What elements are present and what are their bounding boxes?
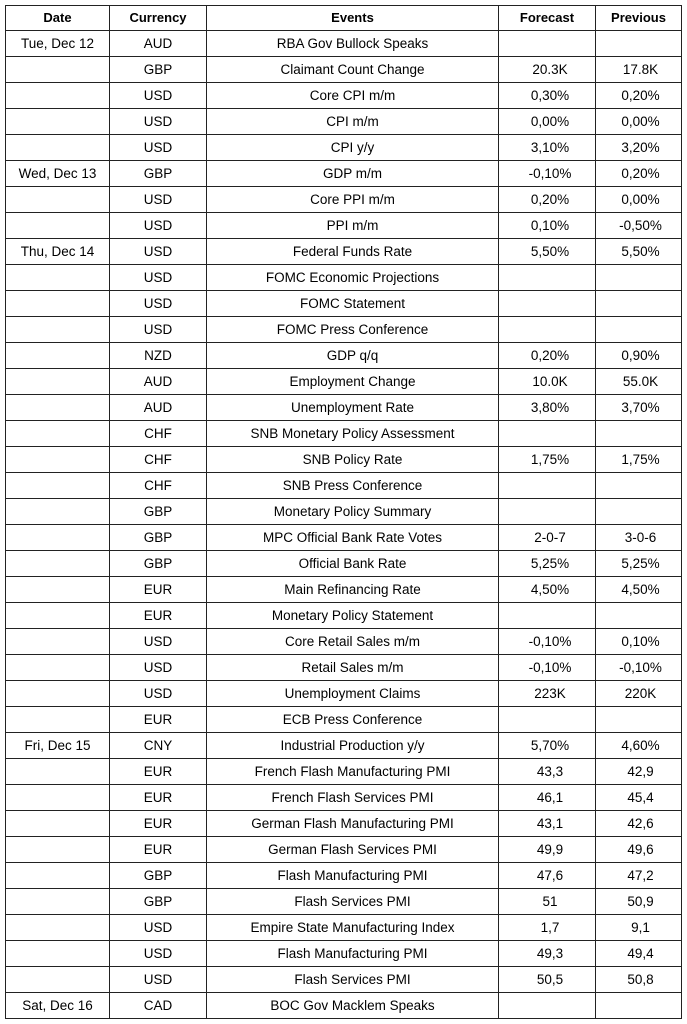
date-cell [6,863,110,889]
date-cell [6,759,110,785]
date-cell [6,525,110,551]
event-cell: French Flash Manufacturing PMI [207,759,499,785]
header-currency: Currency [110,6,207,31]
event-cell: RBA Gov Bullock Speaks [207,31,499,57]
header-previous: Previous [596,6,682,31]
currency-cell: USD [110,681,207,707]
date-cell [6,473,110,499]
event-cell: SNB Monetary Policy Assessment [207,421,499,447]
table-row [6,733,682,759]
forecast-cell: 5,25% [499,551,596,577]
table-row [6,239,682,265]
table-row [6,655,682,681]
economic-calendar-table [5,5,682,1019]
event-cell: PPI m/m [207,213,499,239]
date-cell [6,213,110,239]
currency-cell: USD [110,135,207,161]
table-row [6,265,682,291]
previous-cell: -0,50% [596,213,682,239]
currency-cell: CHF [110,447,207,473]
table-row [6,447,682,473]
event-cell: Claimant Count Change [207,57,499,83]
table-row [6,759,682,785]
currency-cell: USD [110,915,207,941]
previous-cell [596,421,682,447]
header-row [6,6,682,31]
table-row [6,863,682,889]
date-cell [6,837,110,863]
previous-cell: -0,10% [596,655,682,681]
table-row [6,291,682,317]
forecast-cell: 5,70% [499,733,596,759]
event-cell: FOMC Statement [207,291,499,317]
forecast-cell: 1,75% [499,447,596,473]
event-cell: SNB Policy Rate [207,447,499,473]
table-row [6,161,682,187]
previous-cell: 0,20% [596,161,682,187]
event-cell: German Flash Services PMI [207,837,499,863]
currency-cell: GBP [110,551,207,577]
date-cell [6,551,110,577]
event-cell: Flash Manufacturing PMI [207,863,499,889]
forecast-cell: 46,1 [499,785,596,811]
date-cell [6,811,110,837]
currency-cell: AUD [110,31,207,57]
date-cell [6,577,110,603]
previous-cell: 3-0-6 [596,525,682,551]
date-cell [6,499,110,525]
event-cell: Employment Change [207,369,499,395]
forecast-cell: 223K [499,681,596,707]
previous-cell: 0,90% [596,343,682,369]
currency-cell: CHF [110,421,207,447]
forecast-cell: 20.3K [499,57,596,83]
previous-cell: 4,50% [596,577,682,603]
table-row [6,421,682,447]
currency-cell: GBP [110,863,207,889]
forecast-cell: 0,20% [499,187,596,213]
date-cell [6,785,110,811]
date-cell [6,57,110,83]
currency-cell: USD [110,187,207,213]
forecast-cell: 3,80% [499,395,596,421]
date-cell [6,447,110,473]
header-date: Date [6,6,110,31]
currency-cell: USD [110,317,207,343]
currency-cell: CNY [110,733,207,759]
table-row [6,213,682,239]
currency-cell: EUR [110,837,207,863]
previous-cell [596,499,682,525]
table-body [6,31,682,1019]
forecast-cell [499,603,596,629]
currency-cell: USD [110,265,207,291]
previous-cell: 1,75% [596,447,682,473]
currency-cell: EUR [110,603,207,629]
event-cell: Core PPI m/m [207,187,499,213]
previous-cell: 50,8 [596,967,682,993]
table-row [6,343,682,369]
forecast-cell: 50,5 [499,967,596,993]
event-cell: Official Bank Rate [207,551,499,577]
currency-cell: GBP [110,525,207,551]
table-row [6,811,682,837]
event-cell: Flash Services PMI [207,889,499,915]
previous-cell: 220K [596,681,682,707]
date-cell [6,265,110,291]
currency-cell: CHF [110,473,207,499]
forecast-cell [499,421,596,447]
event-cell: CPI m/m [207,109,499,135]
date-cell: Sat, Dec 16 [6,993,110,1019]
event-cell: Monetary Policy Summary [207,499,499,525]
event-cell: Unemployment Claims [207,681,499,707]
forecast-cell: 49,3 [499,941,596,967]
date-cell: Wed, Dec 13 [6,161,110,187]
previous-cell [596,473,682,499]
forecast-cell [499,291,596,317]
currency-cell: EUR [110,577,207,603]
event-cell: ECB Press Conference [207,707,499,733]
event-cell: GDP q/q [207,343,499,369]
table-row [6,967,682,993]
previous-cell: 0,10% [596,629,682,655]
forecast-cell: 0,00% [499,109,596,135]
table-row [6,135,682,161]
date-cell: Thu, Dec 14 [6,239,110,265]
previous-cell: 49,6 [596,837,682,863]
table-row [6,499,682,525]
forecast-cell: 0,10% [499,213,596,239]
previous-cell: 9,1 [596,915,682,941]
forecast-cell: 47,6 [499,863,596,889]
forecast-cell: 51 [499,889,596,915]
event-cell: CPI y/y [207,135,499,161]
table-row [6,603,682,629]
event-cell: Monetary Policy Statement [207,603,499,629]
event-cell: BOC Gov Macklem Speaks [207,993,499,1019]
forecast-cell: 5,50% [499,239,596,265]
date-cell [6,83,110,109]
forecast-cell [499,707,596,733]
previous-cell [596,317,682,343]
date-cell [6,135,110,161]
currency-cell: GBP [110,57,207,83]
table-row [6,915,682,941]
event-cell: Core CPI m/m [207,83,499,109]
forecast-cell: -0,10% [499,161,596,187]
previous-cell: 49,4 [596,941,682,967]
currency-cell: EUR [110,707,207,733]
previous-cell: 3,20% [596,135,682,161]
date-cell [6,915,110,941]
event-cell: Main Refinancing Rate [207,577,499,603]
forecast-cell: -0,10% [499,629,596,655]
date-cell: Fri, Dec 15 [6,733,110,759]
forecast-cell [499,31,596,57]
table-row [6,889,682,915]
forecast-cell: 43,1 [499,811,596,837]
currency-cell: USD [110,213,207,239]
event-cell: FOMC Press Conference [207,317,499,343]
forecast-cell: 0,20% [499,343,596,369]
previous-cell: 45,4 [596,785,682,811]
forecast-cell: 2-0-7 [499,525,596,551]
date-cell [6,317,110,343]
currency-cell: GBP [110,161,207,187]
table-row [6,525,682,551]
forecast-cell: 1,7 [499,915,596,941]
table-row [6,57,682,83]
previous-cell: 55.0K [596,369,682,395]
table-row [6,187,682,213]
table-row [6,83,682,109]
previous-cell [596,993,682,1019]
forecast-cell [499,317,596,343]
event-cell: Flash Manufacturing PMI [207,941,499,967]
forecast-cell [499,473,596,499]
previous-cell [596,265,682,291]
previous-cell [596,707,682,733]
event-cell: Empire State Manufacturing Index [207,915,499,941]
previous-cell [596,603,682,629]
previous-cell: 5,25% [596,551,682,577]
previous-cell: 0,20% [596,83,682,109]
event-cell: Unemployment Rate [207,395,499,421]
date-cell [6,421,110,447]
forecast-cell: 43,3 [499,759,596,785]
currency-cell: GBP [110,499,207,525]
date-cell [6,109,110,135]
currency-cell: USD [110,655,207,681]
date-cell [6,629,110,655]
previous-cell: 5,50% [596,239,682,265]
table-row [6,993,682,1019]
forecast-cell [499,499,596,525]
table-row [6,941,682,967]
currency-cell: USD [110,83,207,109]
date-cell [6,369,110,395]
currency-cell: USD [110,967,207,993]
event-cell: French Flash Services PMI [207,785,499,811]
previous-cell: 4,60% [596,733,682,759]
currency-cell: USD [110,291,207,317]
header-forecast: Forecast [499,6,596,31]
event-cell: Industrial Production y/y [207,733,499,759]
previous-cell [596,291,682,317]
table-row [6,785,682,811]
currency-cell: AUD [110,369,207,395]
forecast-cell [499,993,596,1019]
date-cell: Tue, Dec 12 [6,31,110,57]
forecast-cell: -0,10% [499,655,596,681]
table-row [6,551,682,577]
forecast-cell: 49,9 [499,837,596,863]
table-row [6,317,682,343]
forecast-cell [499,265,596,291]
header-events: Events [207,6,499,31]
date-cell [6,291,110,317]
table-row [6,707,682,733]
previous-cell: 47,2 [596,863,682,889]
table-row [6,681,682,707]
event-cell: Federal Funds Rate [207,239,499,265]
date-cell [6,889,110,915]
date-cell [6,343,110,369]
currency-cell: AUD [110,395,207,421]
forecast-cell: 10.0K [499,369,596,395]
previous-cell: 42,9 [596,759,682,785]
currency-cell: USD [110,239,207,265]
previous-cell: 50,9 [596,889,682,915]
date-cell [6,603,110,629]
currency-cell: EUR [110,759,207,785]
event-cell: GDP m/m [207,161,499,187]
currency-cell: USD [110,109,207,135]
table-row [6,395,682,421]
previous-cell: 42,6 [596,811,682,837]
date-cell [6,187,110,213]
previous-cell: 17.8K [596,57,682,83]
event-cell: FOMC Economic Projections [207,265,499,291]
date-cell [6,655,110,681]
currency-cell: EUR [110,811,207,837]
previous-cell: 3,70% [596,395,682,421]
currency-cell: EUR [110,785,207,811]
date-cell [6,395,110,421]
previous-cell: 0,00% [596,109,682,135]
previous-cell: 0,00% [596,187,682,213]
event-cell: SNB Press Conference [207,473,499,499]
currency-cell: NZD [110,343,207,369]
table-row [6,837,682,863]
event-cell: MPC Official Bank Rate Votes [207,525,499,551]
event-cell: German Flash Manufacturing PMI [207,811,499,837]
date-cell [6,707,110,733]
currency-cell: USD [110,629,207,655]
date-cell [6,967,110,993]
date-cell [6,941,110,967]
table-header [6,6,682,31]
table-row [6,473,682,499]
currency-cell: USD [110,941,207,967]
table-row [6,629,682,655]
table-row [6,31,682,57]
previous-cell [596,31,682,57]
date-cell [6,681,110,707]
table-row [6,369,682,395]
table-row [6,577,682,603]
forecast-cell: 4,50% [499,577,596,603]
currency-cell: GBP [110,889,207,915]
forecast-cell: 3,10% [499,135,596,161]
event-cell: Flash Services PMI [207,967,499,993]
event-cell: Core Retail Sales m/m [207,629,499,655]
table-row [6,109,682,135]
forecast-cell: 0,30% [499,83,596,109]
currency-cell: CAD [110,993,207,1019]
event-cell: Retail Sales m/m [207,655,499,681]
